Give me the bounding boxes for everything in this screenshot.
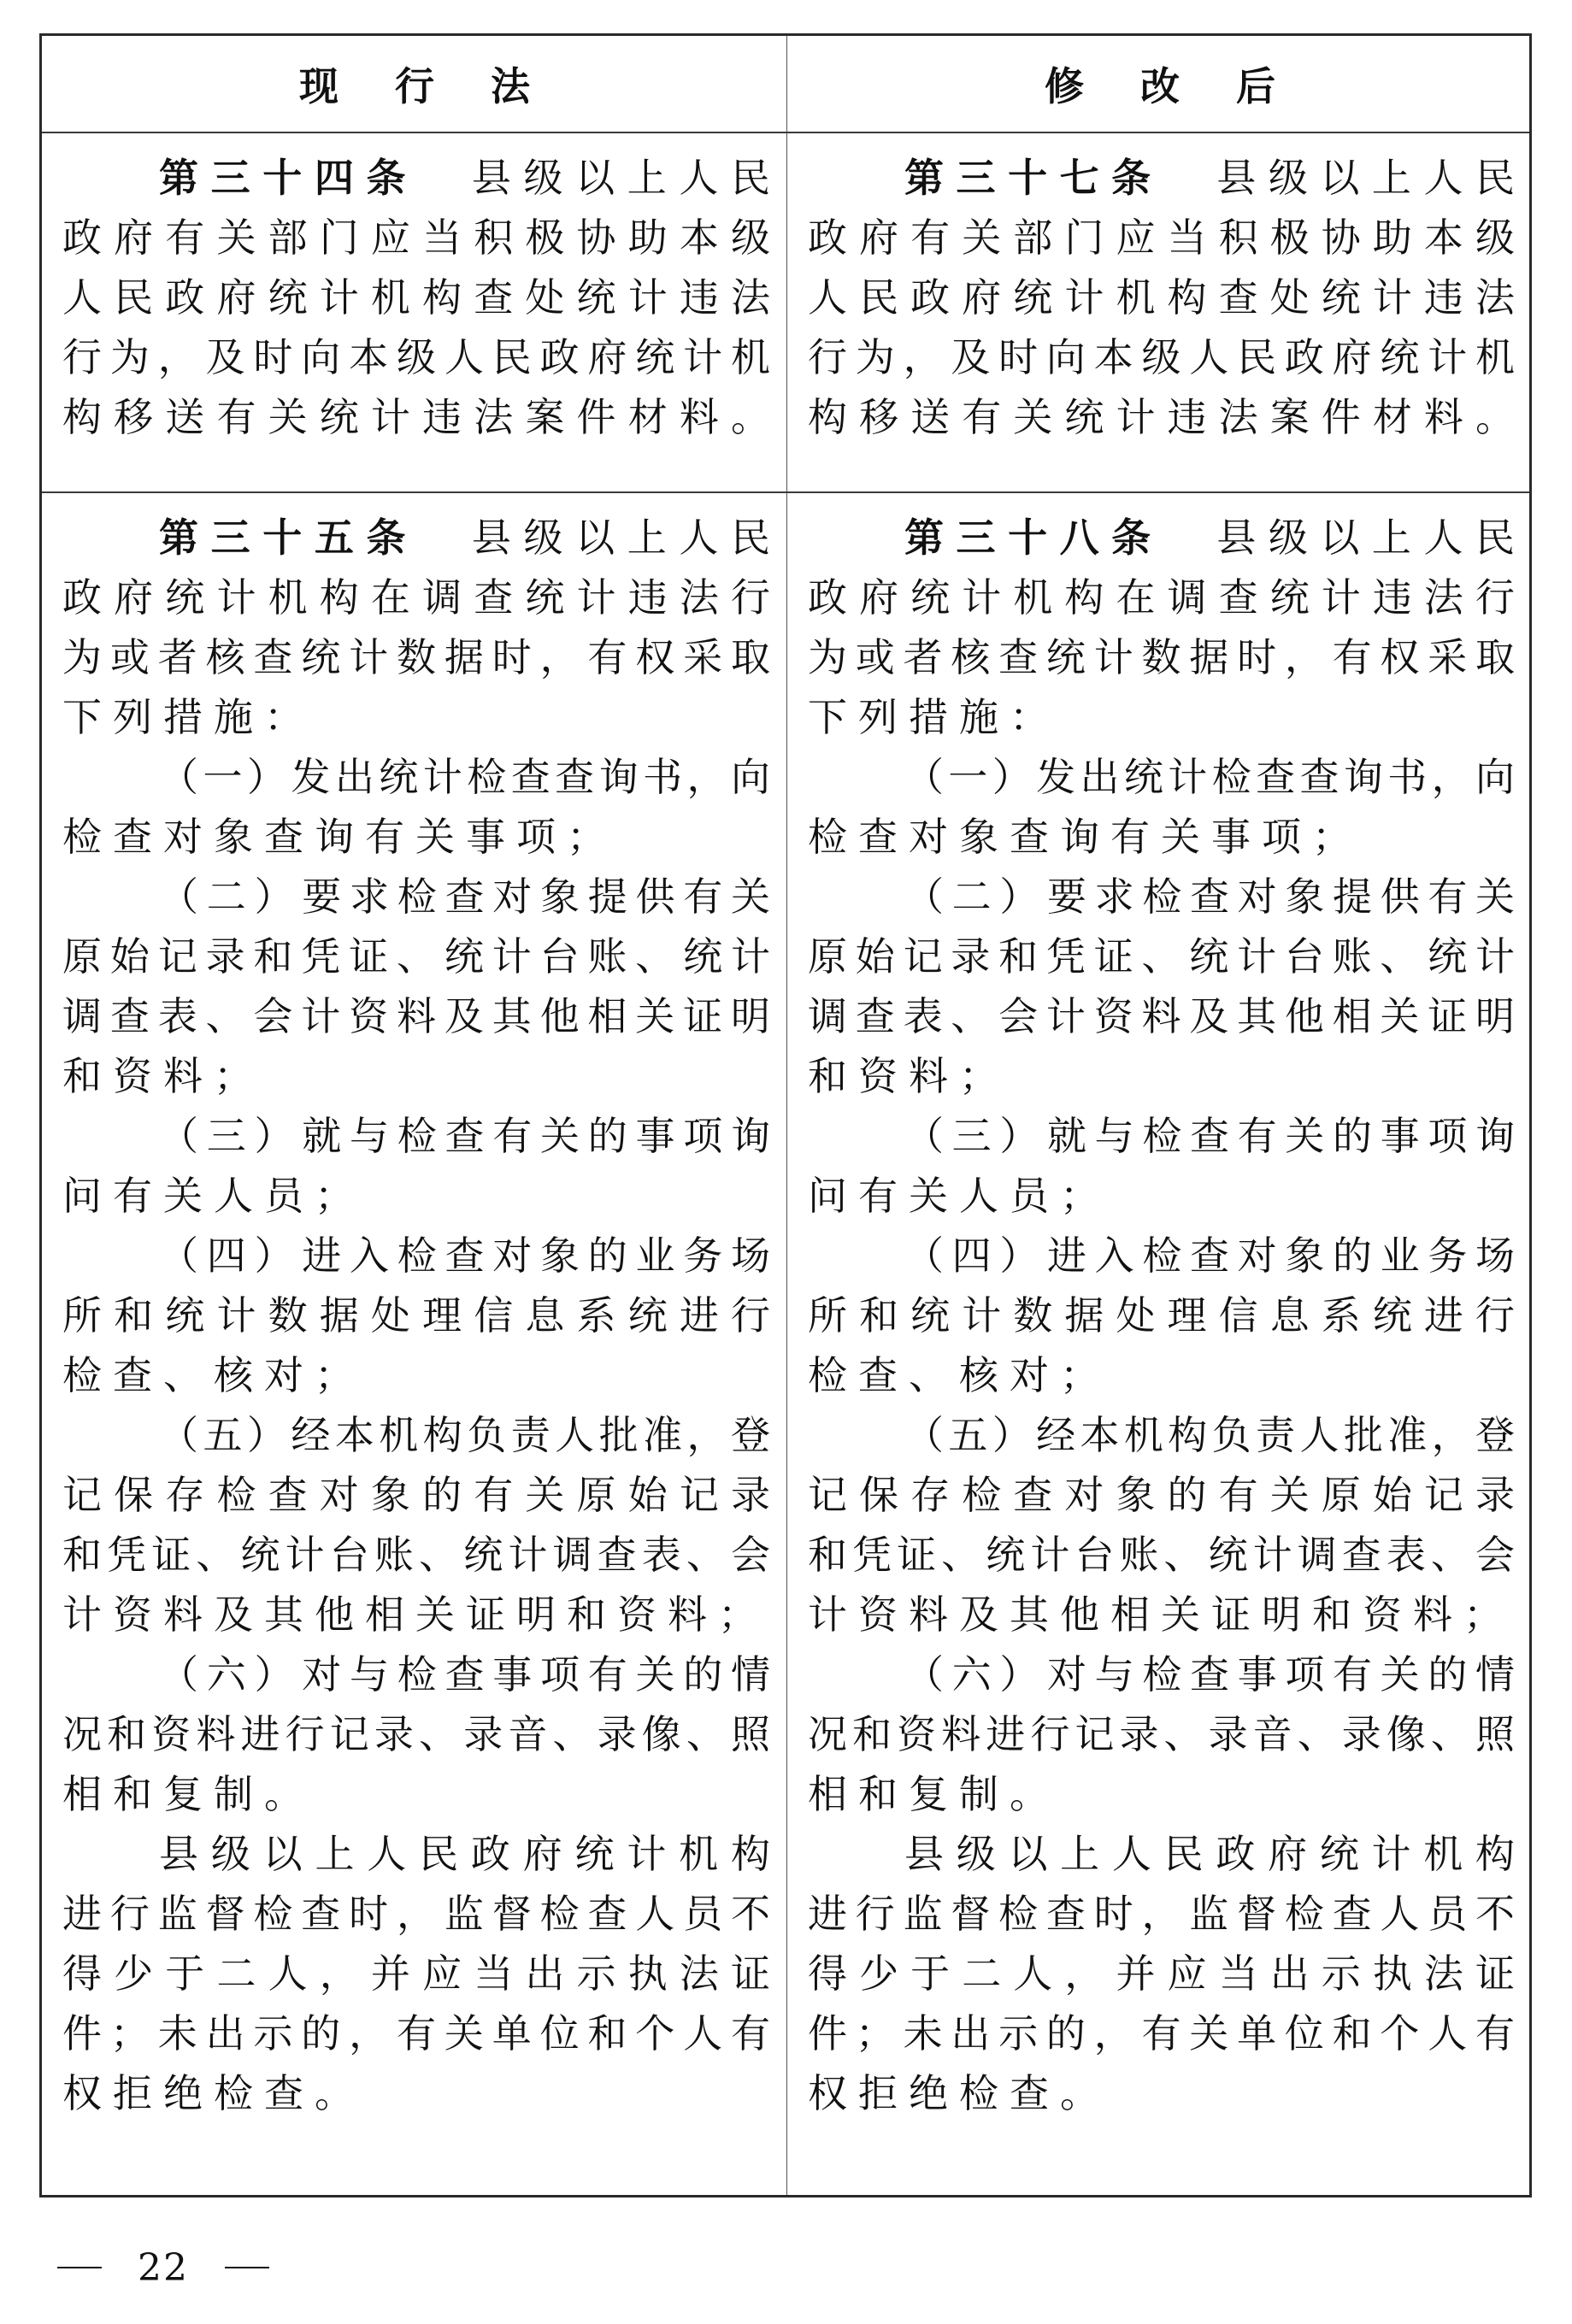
text-line: 记保存检查对象的有关原始记录 [808,1472,1515,1518]
text-line: 得少于二人，并应当出示执法证 [808,1950,1515,1997]
text-line: 构移送有关统计违法案件材料。 [808,394,1515,440]
text-line [808,148,1515,208]
text-line [62,148,770,208]
text-line: 权拒绝检查。 [808,2070,1110,2116]
text-line: 相和复制。 [62,1771,315,1817]
text-line: 相和复制。 [808,1771,1060,1817]
text-line: 行为，及时向本级人民政府统计机 [62,334,770,380]
text-line: 政府统计机构在调查统计违法行 [808,574,1515,621]
text-line: （四）进入检查对象的业务场 [904,1233,1515,1279]
article-number: 第三十八条 [904,515,1163,561]
current-law-article-35 [42,491,787,2195]
text-line: 和凭证、统计台账、统计调查表、会 [808,1532,1515,1578]
text-line: 检查、核对； [808,1352,1110,1398]
text-line: 问有关人员； [808,1173,1110,1219]
text-line: 下列措施： [62,694,315,740]
text-line: 况和资料进行记录、录音、录像、照 [62,1711,770,1757]
text-line: 政府统计机构在调查统计违法行 [62,574,770,621]
text-line: （六）对与检查事项有关的情 [904,1651,1515,1697]
text-line: 进行监督检查时，监督检查人员不 [808,1891,1515,1937]
text-line: 县级以上人民政府统计机构 [159,1831,770,1877]
text-line: 人民政府统计机构查处统计违法 [62,274,770,321]
text-line: 为或者核查统计数据时，有权采取 [62,634,770,680]
text-line: （五）经本机构负责人批准，登 [159,1412,770,1458]
article-number: 第三十七条 [904,155,1163,201]
text-line: 记保存检查对象的有关原始记录 [62,1472,770,1518]
text-line: 权拒绝检查。 [62,2070,365,2116]
text-line: 原始记录和凭证、统计台账、统计 [808,933,1515,980]
text-line: 人民政府统计机构查处统计违法 [808,274,1515,321]
header-current-law-label: 现行法 [299,63,586,109]
text-line: 得少于二人，并应当出示执法证 [62,1950,770,1997]
text-line-content: 县级以上人民 [459,155,771,201]
text-line [808,508,1515,568]
page-number-dash-left [57,2267,102,2268]
header-current-law [42,36,787,132]
text-line: 件；未出示的，有关单位和个人有 [62,2010,770,2056]
text-line: 调查表、会计资料及其他相关证明 [62,993,770,1039]
text-line: （四）进入检查对象的业务场 [159,1233,770,1279]
text-line: （一）发出统计检查查询书，向 [904,754,1515,800]
table-row [42,132,1529,493]
text-line: 政府有关部门应当积极协助本级 [808,215,1515,261]
text-line: 和资料； [808,1053,1010,1099]
text-line [62,508,770,568]
text-line: （三）就与检查有关的事项询 [904,1113,1515,1159]
page-number-value: 22 [138,2245,189,2290]
text-line: （二）要求检查对象提供有关 [159,874,770,920]
text-line: 和凭证、统计台账、统计调查表、会 [62,1532,770,1578]
comparison-table [39,33,1532,2198]
text-line: 件；未出示的，有关单位和个人有 [808,2010,1515,2056]
text-line: （五）经本机构负责人批准，登 [904,1412,1515,1458]
text-line: 构移送有关统计违法案件材料。 [62,394,770,440]
table-header [42,36,1529,133]
text-line: 行为，及时向本级人民政府统计机 [808,334,1515,380]
current-law-article-34 [42,132,787,491]
text-line: 计资料及其他相关证明和资料； [62,1591,768,1638]
text-line: 检查对象查询有关事项； [62,814,617,860]
text-line-content: 县级以上人民 [1204,155,1516,201]
page-number [57,2246,269,2289]
header-amended [788,36,1532,132]
text-line: （六）对与检查事项有关的情 [159,1651,770,1697]
header-amended-label: 修改后 [1045,63,1332,109]
text-line: 问有关人员； [62,1173,365,1219]
amended-article-37 [788,132,1532,491]
text-line: 原始记录和凭证、统计台账、统计 [62,933,770,980]
text-line: 政府有关部门应当积极协助本级 [62,215,770,261]
text-line: 调查表、会计资料及其他相关证明 [808,993,1515,1039]
text-line: （三）就与检查有关的事项询 [159,1113,770,1159]
text-line: 检查对象查询有关事项； [808,814,1363,860]
table-row [42,491,1529,2195]
text-line: 所和统计数据处理信息系统进行 [808,1292,1515,1339]
text-line: 下列措施： [808,694,1060,740]
text-line: 计资料及其他相关证明和资料； [808,1591,1514,1638]
text-line-content: 县级以上人民 [1204,515,1516,561]
text-line: 为或者核查统计数据时，有权采取 [808,634,1515,680]
text-line: （二）要求检查对象提供有关 [904,874,1515,920]
article-number: 第三十五条 [159,515,419,561]
text-line: 况和资料进行记录、录音、录像、照 [808,1711,1515,1757]
text-line-content: 县级以上人民 [459,515,771,561]
article-number: 第三十四条 [159,155,419,201]
text-line: 所和统计数据处理信息系统进行 [62,1292,770,1339]
text-line: （一）发出统计检查查询书，向 [159,754,770,800]
text-line: 县级以上人民政府统计机构 [904,1831,1515,1877]
text-line: 检查、核对； [62,1352,365,1398]
text-line: 进行监督检查时，监督检查人员不 [62,1891,770,1937]
text-line: 和资料； [62,1053,264,1099]
amended-article-38 [788,491,1532,2195]
page-number-dash-right [225,2267,269,2268]
